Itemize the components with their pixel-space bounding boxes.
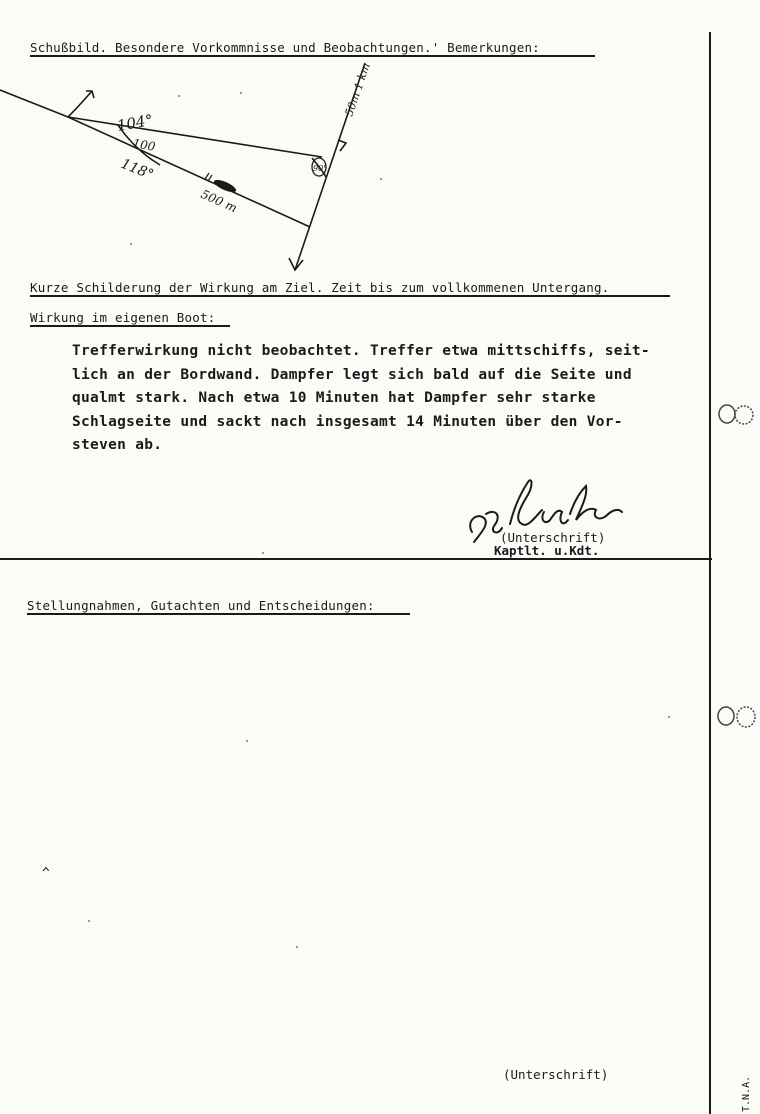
scan-speck — [240, 92, 242, 94]
sketch-label-104: 104° — [115, 110, 155, 135]
firing-sketch — [0, 55, 400, 280]
section-divider — [0, 558, 712, 560]
signature-rank: Kaptlt. u.Kdt. — [494, 543, 600, 558]
signature-label-bottom: (Unterschrift) — [503, 1067, 609, 1082]
scan-speck — [668, 716, 670, 718]
archive-mark: T.N.A. — [741, 1075, 752, 1112]
page-right-border — [709, 32, 711, 1114]
heading-underline — [30, 325, 230, 327]
sketch-label-118: 118° — [118, 155, 156, 184]
signature-label: (Unterschrift) — [500, 530, 606, 545]
scan-speck — [262, 552, 264, 554]
scan-speck — [296, 946, 298, 948]
report-body: Trefferwirkung nicht beobachtet. Treffer etwa mittschiffs, seit- lich an der Bordwand. Dampfer legt sich bald auf die Seite und qualmt stark. Nach etwa 10 Minuten hat Dampfer sehr starke Schlagseite und sackt nach insgesamt 14 Minuten über den Vor- steven ab. — [72, 343, 650, 453]
sketch-label-ship-distance: 500 m — [198, 186, 240, 216]
sketch-label-100: 100 — [131, 136, 157, 154]
punch-hole-upper — [716, 400, 756, 430]
punch-hole-lower — [716, 702, 758, 732]
section-heading-stellungnahmen: Stellungnahmen, Gutachten und Entscheidungen: — [27, 598, 375, 613]
sketch-label-course: 50m 1 km — [342, 61, 373, 118]
scan-speck — [178, 95, 180, 97]
section-heading-eigenes-boot: Wirkung im eigenen Boot: — [30, 310, 216, 325]
scan-speck — [246, 740, 248, 742]
section-heading-schussbild: Schußbild. Besondere Vorkommnisse und Beobachtungen.' Bemerkungen: — [30, 40, 540, 55]
heading-underline — [30, 295, 670, 297]
scan-speck — [88, 920, 90, 922]
section-heading-wirkung-am-ziel: Kurze Schilderung der Wirkung am Ziel. Zeit bis zum vollkommenen Untergang. — [30, 280, 610, 295]
scan-speck — [130, 243, 132, 245]
heading-underline — [27, 613, 410, 615]
sketch-label-90: 90° — [313, 164, 328, 173]
caret-mark: ^ — [42, 866, 50, 881]
scan-speck — [380, 178, 382, 180]
